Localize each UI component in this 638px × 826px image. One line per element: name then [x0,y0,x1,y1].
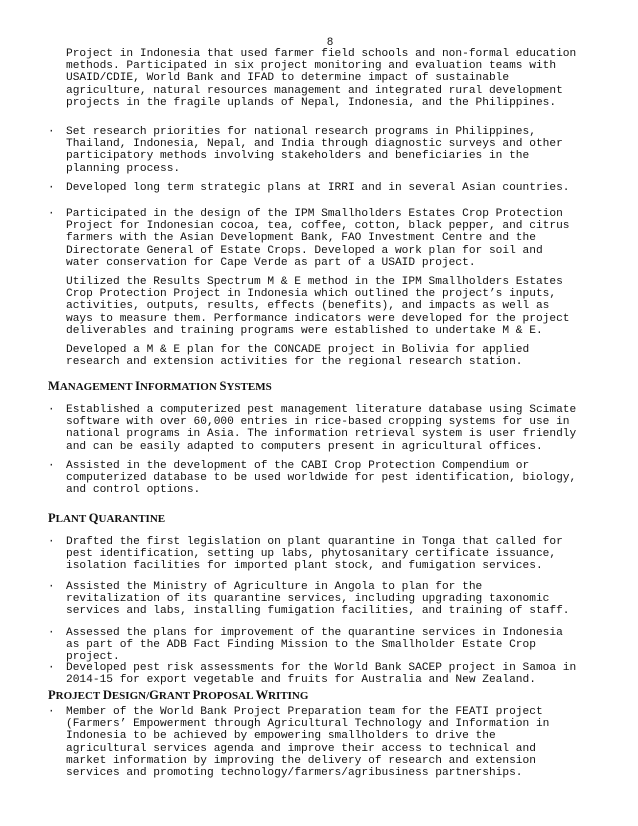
text-line: Project for Indonesian cocoa, tea, coffee, cotton, black pepper, and citrus [66,220,570,233]
text-line: ways to measure them. Performance indicators were developed for the project [66,312,570,325]
text-line: Assisted in the development of the CABI Crop Protection Compendium or [66,460,530,472]
section-heading: MANAGEMENT INFORMATION SYSTEMS [48,379,272,393]
text-line: 2014-15 for export vegetable and fruits for Australia and New Zealand. [66,674,536,687]
bullet-glyph: · [48,126,55,138]
text-line: Thailand, Indonesia, Nepal, and India through diagnostic surveys and other [66,138,563,151]
text-line: projects in the fragile uplands of Nepal, Indonesia, and the Philippines. [66,96,557,109]
text-line: Participated in the design of the IPM Smallholders Estates Crop Protection [66,208,563,220]
text-line: water conservation for Cape Verde as part of a USAID project. [66,256,476,269]
text-line: as part of the ADB Fact Finding Mission to the Smallholder Estate Crop [66,639,536,652]
text-line: research and extension activities for the regional research station. [66,356,523,369]
bullet-item [66,581,570,618]
bullet-item [66,404,576,453]
section-heading: PLANT QUARANTINE [48,511,166,525]
bullet-item [66,460,576,497]
text-line: Indonesia to be achieved by empowering smallholders to drive the [66,730,496,743]
text-line: agriculture, natural resources management and integrated rural development [66,84,563,97]
text-line: services and promoting technology/farmers/agribusiness partnerships. [66,767,523,780]
text-line: Assisted the Ministry of Agriculture in Angola to plan for the [66,581,483,593]
text-line: Established a computerized pest management literature database using Scimate [66,404,577,416]
text-line: Developed a M & E plan for the CONCADE project in Bolivia for applied [66,344,530,356]
text-line: Crop Protection Project in Indonesia which outlined the project’s inputs, [66,288,557,301]
bullet-glyph: · [48,404,55,416]
bullet-glyph: · [48,460,55,472]
text-line: deliverables and training programs were established to undertake M & E. [66,324,543,337]
text-line: project. [66,651,120,664]
bullet-item [66,126,563,175]
text-line: isolation facilities for imported plant stock, and fumigation services. [66,560,543,573]
text-line: Set research priorities for national research programs in Philippines, [66,126,536,138]
bullet-item [66,627,563,664]
page-number: 8 [326,37,334,49]
text-line: and control options. [66,484,201,497]
paragraph [66,48,576,109]
text-line: computerized database to be used worldwide for pest identification, biology, [66,472,577,485]
text-line: Developed long term strategic plans at IRRI and in several Asian countries. [66,182,570,194]
bullet-item [66,182,570,194]
text-line: national programs in Asia. The information retrieval system is user friendly [66,428,577,441]
paragraph [66,344,529,368]
bullet-glyph: · [48,581,55,593]
text-line: and can be easily adapted to computers present in agricultural offices. [66,440,543,453]
text-line: Project in Indonesia that used farmer field schools and non-formal education [66,48,577,60]
bullet-glyph: · [48,627,55,639]
bullet-item [66,662,576,686]
bullet-glyph: · [48,208,55,220]
bullet-glyph: · [48,536,55,548]
text-line: pest identification, setting up labs, phytosanitary certificate issuance, [66,548,557,561]
section-heading: PROJECT DESIGN/GRANT PROPOSAL WRITING [48,688,309,702]
text-line: Utilized the Results Spectrum M & E method in the IPM Smallholders Estates [66,276,563,288]
text-line: services and labs, installing fumigation facilities, and training of staff. [66,605,570,618]
text-line: USAID/CDIE, World Bank and IFAD to determine impact of sustainable [66,72,510,85]
text-line: methods. Participated in six project monitoring and evaluation teams with [66,60,557,73]
bullet-glyph: · [48,706,55,718]
bullet-glyph: · [48,662,55,674]
text-line: agricultural services agenda and improve their access to technical and [66,742,536,755]
text-line: farmers with the Asian Development Bank, FAO Investment Centre and the [66,232,536,245]
text-line: Directorate General of Estate Crops. Developed a work plan for soil and [66,244,543,257]
text-line: market information by improving the delivery of research and extension [66,754,536,767]
text-line: planning process. [66,162,181,175]
text-line: revitalization of its quarantine services, including upgrading taxonomic [66,593,550,606]
text-line: Drafted the first legislation on plant quarantine in Tonga that called for [66,536,563,548]
bullet-item [66,536,563,573]
text-line: software with over 60,000 entries in rice-based cropping systems for use in [66,416,570,429]
bullet-item [66,706,549,779]
paragraph [66,276,570,337]
bullet-glyph: · [48,182,55,194]
text-line: Developed pest risk assessments for the World Bank SACEP project in Samoa in [66,662,577,674]
text-line: (Farmers’ Empowerment through Agricultural Technology and Information in [66,718,550,731]
bullet-item [66,208,570,269]
text-line: Assessed the plans for improvement of the quarantine services in Indonesia [66,627,563,639]
text-line: Member of the World Bank Project Preparation team for the FEATI project [66,706,543,718]
text-line: participatory methods involving stakeholders and beneficiaries in the [66,150,530,163]
text-line: activities, outputs, results, effects (benefits), and impacts as well as [66,300,550,313]
